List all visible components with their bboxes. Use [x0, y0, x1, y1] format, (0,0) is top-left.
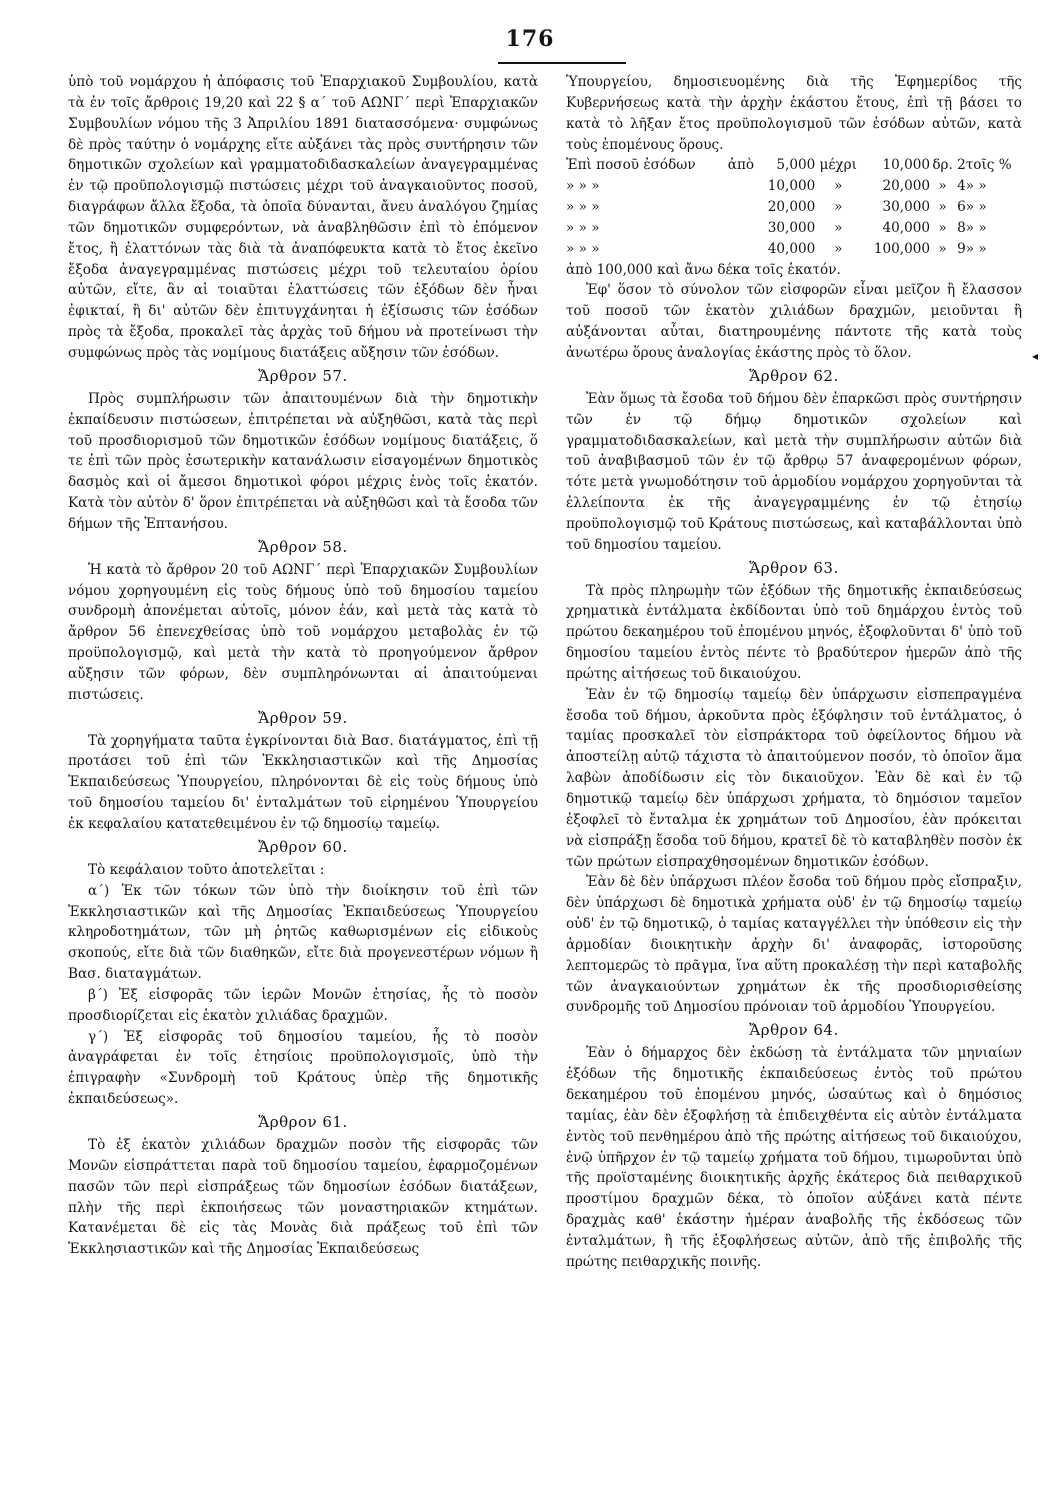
tariff-cell-unit: δρ.: [932, 157, 953, 174]
article-60-item-b: β΄) Ἐξ εἰσφορᾶς τῶν ἱερῶν Μονῶν ἐτησίας, ἧς τὸ ποσὸν προσδιορίζεται εἰς ἑκατὸν χιλιάδας δραχμῶν.: [68, 986, 538, 1024]
article-60-heading: Ἄρθρον 60.: [258, 837, 348, 856]
tariff-cell-lead: » » »: [566, 240, 600, 257]
tariff-cell-from-word: [725, 218, 757, 239]
tariff-cell-suffix: τοῖς %: [965, 157, 1012, 174]
tariff-cell-from: 40,000: [767, 240, 816, 257]
tariff-cell-suffix: » »: [965, 240, 987, 257]
article-58-text: Ἡ κατὰ τὸ ἄρθρον 20 τοῦ ΑΩΝΓ΄ περὶ Ἐπαρχιακῶν Συμβουλίων νόμου χορηγουμένη εἰς τοὺς δήμους ὑπὸ τοῦ δημοσίου ταμείου συνδρομὴ ἀπονέμεται αὐτοῖς, μόνον ἐάν, καὶ μετὰ τὰς κατὰ τὸ ἄρθρον 56 ἐπενεχθείσας ὑπὸ τοῦ νομάρχου μεταβολὰς ἐν τῷ προϋπολογισμῷ, καὶ μετὰ τὴν κατὰ τὸ προηγούμενον ἄρθρον αὔξησιν τῶν φόρων, δὲν συμπληρόνωνται αἱ ἀπαιτούμεναι πιστώσεις.: [68, 561, 538, 703]
tariff-cell-suffix: » »: [965, 178, 987, 195]
tariff-cell-from: 30,000: [767, 219, 816, 236]
intro-paragraph: ὑπὸ τοῦ νομάρχου ἡ ἀπόφασις τοῦ Ἐπαρχιακοῦ Συμβουλίου, κατὰ τὰ ἐν τοῖς ἄρθροις 19,20 καὶ 22 § α΄ τοῦ ΑΩΝΓ΄ περὶ Ἐπαρχιακῶν Συμβουλίων νόμου τῆς 3 Ἀπριλίου 1891 διατασσόμενα· συμφώνως δὲ πρὸς ταύτην ὁ νομάρχης εἴτε αὐξάνει τὰς πρὸς συντήρησιν τῶν δημοτικῶν σχολείων καὶ γραμματοδιδασκαλείων ἀναγεγραμμένας ἐν τῷ προϋπολογισμῷ πιστώσεις μέχρι τοῦ ἀναγκαιοῦντος ποσοῦ, διαγράφων ἄλλα ἔξοδα, τὰ ὁποῖα δύνανται, ἄνευ ἀναλόγου ζημίας τῶν δημοτικῶν συμφερόντων, νὰ ἀναβληθῶσιν ἐπὶ τὸ ἐπόμενον ἔτος, ἢ ἐλαττόνων τὰς διὰ τὰ ἀναπόφευκτα κατὰ τὸ ἔτος ἐκεῖνο ἔξοδα ἀναγεγραμμένας πιστώσεις μέχρι τοῦ τελευταίου ὁρίου αὐτῶν, εἴτε, ἂν αἱ τοιαῦται ἐλαττώσεις τῶν ἐξόδων δὲν ἦναι ἐφικταί, ἢ δι' αὐτῶν δὲν ἐπιτυγχάνηται ἡ ἐξίσωσις τῶν ἐσόδων πρὸς τὰ ἔξοδα, προκαλεῖ τὰς ἀρχὰς τοῦ δήμου νὰ προτείνωσι τὴν συμφώνως πρὸς τὰς νομίμους διατάξεις αὔξησιν τῶν ἐσόδων.: [68, 74, 538, 361]
tariff-cell-unit: »: [938, 240, 947, 257]
tariff-cell-from-word: [725, 197, 757, 218]
tariff-row: [566, 155, 1022, 176]
article-61-text: Τὸ ἐξ ἑκατὸν χιλιάδων δραχμῶν ποσὸν τῆς εἰσφορᾶς τῶν Μονῶν εἰσπράττεται παρὰ τοῦ δημοσίου ταμείου, ἐφαρμοζομένων πασῶν τῶν περὶ εἰσπράξεως τῶν δημοσίων ἐσόδων διατάξεων, πλὴν τῆς περὶ ἐκποιήσεως τῶν μοναστηριακῶν κτημάτων. Κατανέμεται δὲ εἰς τὰς Μονὰς διὰ πράξεως τοῦ ἐπὶ τῶν Ἐκκλησιαστικῶν καὶ τῆς Δημοσίας Ἐκπαιδεύσεως: [68, 1136, 538, 1258]
tariff-cell-suffix: » »: [965, 199, 987, 216]
tariff-cell-suffix: » »: [965, 219, 987, 236]
efoson-paragraph: Ἐφ' ὅσον τὸ σύνολον τῶν εἰσφορῶν εἶναι μεῖζον ἢ ἔλασσον τοῦ ποσοῦ τῶν ἑκατὸν χιλιάδων δραχμῶν, μειοῦνται ἢ αὐξάνονται αὗται, διατηρουμένης πάντοτε τῆς κατὰ τοὺς ἀνωτέρω ὅρους ἀναλογίας ἑκάστης πρὸς τὸ ὅλον.: [566, 282, 1022, 361]
tariff-row: [566, 176, 1022, 197]
article-62-text: Ἐὰν ὅμως τὰ ἔσοδα τοῦ δήμου δὲν ἐπαρκῶσι πρὸς συντήρησιν τῶν ἐν τῷ δήμῳ δημοτικῶν σχολείων καὶ γραμματοδιδασκαλείων, καὶ μετὰ τὴν συμπλήρωσιν αὐτῶν διὰ τοῦ ἀναβιβασμοῦ τῶν ἐν τῷ ἄρθρῳ 57 ἀναφερομένων φόρων, τότε μετὰ γνωμοδότησιν τοῦ ἁρμοδίου νομάρχου χορηγοῦνται τὰ ἐλλείποντα ἐκ τῆς ἀναγεγραμμένης ἐν τῷ ἐτησίῳ προϋπολογισμῷ τοῦ Κράτους πιστώσεως, καὶ καταβάλλονται ὑπὸ τοῦ δημοσίου ταμείου.: [566, 390, 1022, 553]
tariff-row: [566, 239, 1022, 260]
tariff-cell-from-word: [725, 239, 757, 260]
tariff-cell-unit: »: [938, 219, 947, 236]
tariff-last-row: ἀπὸ 100,000 καὶ ἄνω δέκα τοῖς ἑκατόν.: [566, 261, 841, 278]
tariff-row: [566, 197, 1022, 218]
tariff-cell-rate: 8: [957, 219, 966, 236]
tariff-cell-unit: »: [938, 178, 947, 195]
tariff-cell-to: 10,000: [882, 157, 931, 174]
tariff-cell-to-word: »: [834, 240, 843, 257]
contribution-tariff-table: [566, 155, 1022, 259]
tariff-cell-lead: Ἐπὶ ποσοῦ ἐσόδων: [566, 157, 696, 174]
article-62-heading: Ἄρθρον 62.: [749, 366, 839, 385]
article-64-heading: Ἄρθρον 64.: [749, 1021, 839, 1040]
article-63-paragraph-3: Ἐὰν δὲ δὲν ὑπάρχωσι πλέον ἔσοδα τοῦ δήμου πρὸς εἴσπραξιν, δὲν ὑπάρχωσι δὲ δημοτικὰ χρήματα οὐδ' ἐν τῷ δημοσίῳ ταμείῳ οὐδ' ἐν τῷ δημοτικῷ, ὁ ταμίας καταγγέλλει τὴν ὑπόθεσιν εἰς τὴν ἁρμοδίαν διοικητικὴν ἀρχὴν δι' ἀναφορᾶς, ἱστοροῦσης λεπτομερῶς τὸ πρᾶγμα, ἵνα αὕτη προκαλέσῃ τὴν περὶ καταβολῆς τῶν ἀναγκαιούντων χρημάτων ἐκ τῆς προσδιορισθείσης συνδρομῆς τοῦ Δημοσίου πρόνοιαν τοῦ ἁρμοδίου Ὑπουργείου.: [566, 874, 1022, 1016]
tariff-cell-to-word: »: [834, 199, 843, 216]
tariff-cell-to: 20,000: [882, 178, 931, 195]
article-60-item-a: α΄) Ἐκ τῶν τόκων τῶν ὑπὸ τὴν διοίκησιν τοῦ ἐπὶ τῶν Ἐκκλησιαστικῶν καὶ τῆς Δημοσίας Ἐκπαιδεύσεως Ὑπουργείου κληροδοτημάτων, τῶν μὴ ῥητῶς καθωρισμένων εἰς εἰδικοὺς σκοπούς, εἴτε διὰ τῶν διαθηκῶν, εἴτε διὰ προγενεστέρων νόμων ἢ Βασ. διαταγμάτων.: [68, 882, 538, 983]
tariff-cell-from: 10,000: [767, 178, 816, 195]
article-57-text: Πρὸς συμπλήρωσιν τῶν ἀπαιτουμένων διὰ τὴν δημοτικὴν ἐκπαίδευσιν πιστώσεων, ἐπιτρέπεται νὰ αὐξηθῶσι, κατὰ τὰς περὶ τοῦ προσδιορισμοῦ τῶν δημοτικῶν ἐσόδων νομίμους διατάξεις, ὅ τε ἐπὶ τῶν πρὸς ἐσωτερικὴν κατανάλωσιν εἰσαγομένων δημοτικὸς δασμὸς καὶ οἱ ἄμεσοι δημοτικοὶ φόροι μέχρις ἑνὸς τοῖς ἑκατόν. Κατὰ τὸν αὐτὸν δ' ὅρον ἐπιτρέπεται νὰ αὐξηθῶσι καὶ τὰ ἔσοδα τῶν δήμων τῆς Ἑπτανήσου.: [68, 390, 538, 532]
margin-mark-icon: ◂: [1032, 349, 1039, 363]
tariff-cell-to: 100,000: [873, 240, 931, 257]
tariff-cell-from-word: ἀπὸ: [727, 157, 755, 174]
tariff-cell-rate: 6: [957, 199, 966, 216]
tariff-cell-to: 40,000: [882, 219, 931, 236]
left-column: [68, 72, 538, 1260]
article-57-heading: Ἄρθρον 57.: [258, 366, 348, 385]
continuation-paragraph: Ὑπουργείου, δημοσιευομένης διὰ τῆς Ἐφημερίδος τῆς Κυβερνήσεως κατὰ τὴν ἀρχὴν ἑκάστου ἔτους, ἐπὶ τῇ βάσει το κατὰ τὸ λῆξαν ἔτος προϋπολογισμοῦ τῶν ἐσόδων αὐτῶν, κατὰ τοὺς ἑπομένους ὅρους.: [566, 74, 1022, 153]
tariff-cell-rate: 9: [957, 240, 966, 257]
article-61-heading: Ἄρθρον 61.: [258, 1112, 348, 1131]
tariff-cell-to: 30,000: [882, 199, 931, 216]
article-63-paragraph-1: Τὰ πρὸς πληρωμὴν τῶν ἐξόδων τῆς δημοτικῆς ἐκπαιδεύσεως χρηματικὰ ἐντάλματα ἐκδίδονται ὑπὸ τοῦ δημάρχου ἐντὸς τοῦ πρώτου δεκαημέρου τοῦ ἐπομένου μηνός, ἐξοφλοῦνται δ' ὑπὸ τοῦ δημοσίου ταμείου ἐντὸς πέντε τὸ βραδύτερον ἡμερῶν ἀπὸ τῆς πρώτης αἰτήσεως τοῦ δικαιούχου.: [566, 582, 1022, 682]
article-60-intro: Τὸ κεφάλαιον τοῦτο ἀποτελεῖται :: [88, 861, 325, 878]
tariff-row: [566, 218, 1022, 239]
tariff-cell-from-word: [725, 176, 757, 197]
tariff-cell-lead: » » »: [566, 178, 600, 195]
right-column: [566, 72, 1022, 1273]
tariff-cell-unit: »: [938, 199, 947, 216]
article-63-paragraph-2: Ἐὰν ἐν τῷ δημοσίῳ ταμείῳ δὲν ὑπάρχωσιν εἰσπεπραγμένα ἔσοδα τοῦ δήμου, ἀρκοῦντα πρὸς ἐξόφλησιν τοῦ ἐντάλματος, ὁ ταμίας προσκαλεῖ τὸν εἰσπράκτορα τοῦ ὀφείλοντος δήμου νὰ ἀποστείλῃ αὐτῷ τάχιστα τὸ ἀπαιτούμενον ποσόν, τὸ ὁποῖον ἅμα λαβὼν ἀποδίδωσιν εἰς τὸν δικαιοῦχον. Ἐὰν δὲ καὶ ἐν τῷ δημοτικῷ ταμείῳ δὲν ὑπάρχωσι χρήματα, τὸ δημόσιον ταμεῖον ἐξοφλεῖ τὸ ἔνταλμα ἐκ χρημάτων τοῦ Δημοσίου, ἐὰν πρόκειται νὰ εἰσπράξῃ ἔσοδα τοῦ δήμου, κρατεῖ δὲ τὸ καταβληθὲν ποσὸν ἐκ τῶν πρώτων εἰσπραχθησομένων δημοτικῶν ἐσόδων.: [566, 686, 1022, 870]
article-60-item-c: γ΄) Ἐξ εἰσφορᾶς τοῦ δημοσίου ταμείου, ἧς τὸ ποσὸν ἀναγράφεται ἐν τοῖς ἐτησίοις προϋπολογισμοῖς, ὑπὸ τὴν ἐπιγραφὴν «Συνδρομὴ τοῦ Κράτους ὑπὲρ τῆς δημοτικῆς ἐκπαιδεύσεως».: [68, 1028, 538, 1108]
tariff-cell-from: 5,000: [776, 157, 816, 174]
page-number: 176: [505, 26, 555, 52]
tariff-cell-lead: » » »: [566, 199, 600, 216]
article-63-heading: Ἄρθρον 63.: [749, 558, 839, 577]
tariff-cell-to-word: »: [834, 178, 843, 195]
tariff-cell-lead: » » »: [566, 219, 600, 236]
article-58-heading: Ἄρθρον 58.: [258, 537, 348, 556]
tariff-cell-rate: 4: [957, 178, 966, 195]
tariff-cell-rate: 2: [957, 157, 966, 174]
tariff-cell-to-word: μέχρι: [819, 157, 857, 174]
article-64-text: Ἐὰν ὁ δήμαρχος δὲν ἐκδώσῃ τὰ ἐντάλματα τῶν μηνιαίων ἐξόδων τῆς δημοτικῆς ἐκπαιδεύσεως ἐντὸς τοῦ πρώτου δεκαημέρου τοῦ ἐπομένου μηνός, ὡσαύτως καὶ ὁ δημόσιος ταμίας, ἐὰν δὲν ἐξοφλήσῃ τὰ ἐπιδειχθέντα εἰς αὐτὸν ἐντάλματα ἐντὸς τοῦ πενθημέρου ἀπὸ τῆς πρώτης αἰτήσεως τοῦ δικαιούχου, ἐνῷ ὑπῆρχον ἐν τῷ ταμείῳ χρήματα τοῦ δήμου, τιμωροῦνται ὑπὸ τῆς προϊσταμένης διοικητικῆς ἀρχῆς ἑκάτερος διὰ πειθαρχικοῦ προστίμου δραχμῶν δέκα, τὸ ὁποῖον αὐξάνει κατὰ πέντε δραχμὰς καθ' ἑκάστην ἡμέραν ἀναβολῆς τῆς ἐκδόσεως τῶν ἐνταλμάτων, ἢ τῆς ἐξοφλήσεως αὐτῶν, ἀπὸ τῆς ἐπιβολῆς τῆς πρώτης πειθαρχικῆς ποινῆς.: [566, 1045, 1022, 1270]
page-number-rule: [498, 62, 626, 64]
tariff-cell-from: 20,000: [767, 199, 816, 216]
tariff-cell-to-word: »: [834, 219, 843, 236]
article-59-text: Τὰ χορηγήματα ταῦτα ἐγκρίνονται διὰ Βασ. διατάγματος, ἐπὶ τῇ προτάσει τοῦ ἐπὶ τῶν Ἐκκλησιαστικῶν καὶ τῆς Δημοσίας Ἐκπαιδεύσεως Ὑπουργείου, πληρόνονται δὲ εἰς τοὺς δήμους ὑπὸ τοῦ δημοσίου ταμείου δι' ἐνταλμάτων τοῦ εἰρημένου Ὑπουργείου ἐκ κεφαλαίου κατατεθειμένου ἐν τῷ δημοσίῳ ταμείῳ.: [68, 732, 538, 832]
article-59-heading: Ἄρθρον 59.: [258, 708, 348, 727]
